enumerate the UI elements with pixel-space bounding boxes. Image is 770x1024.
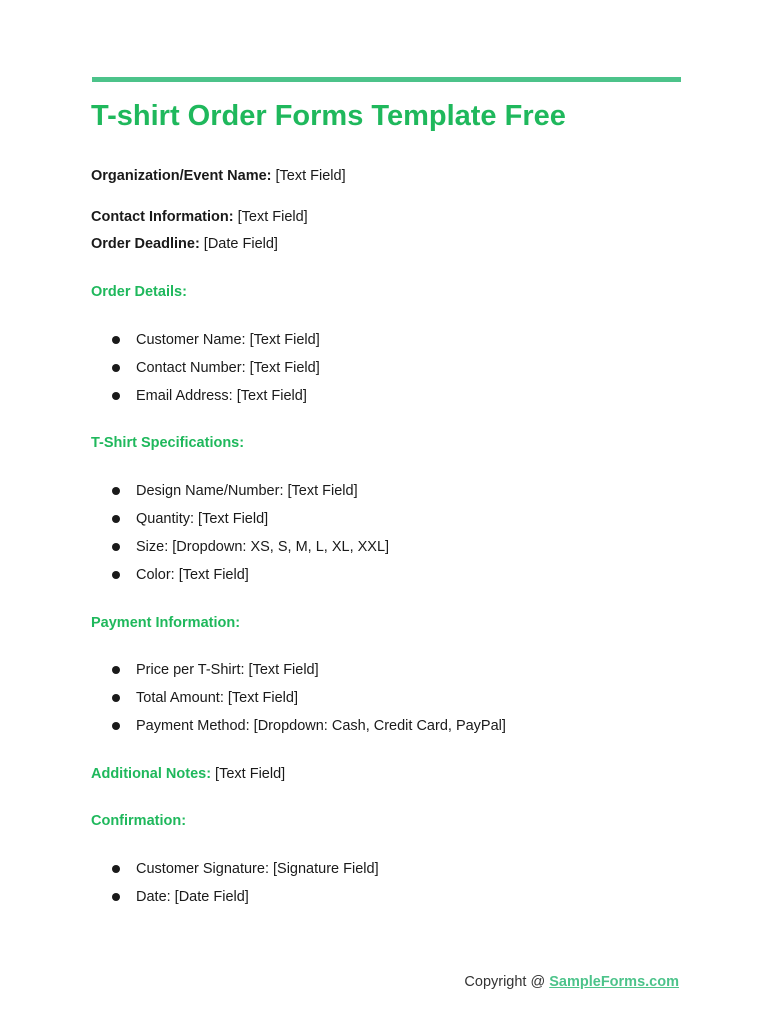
bullet-icon xyxy=(112,694,120,702)
contact-line xyxy=(91,208,308,226)
additional-notes-value: [Text Field] xyxy=(211,766,286,782)
confirmation-heading: Confirmation: xyxy=(91,813,187,829)
bullet-icon xyxy=(112,515,120,523)
list-item-text: Color: [Text Field] xyxy=(136,567,249,583)
tshirt-specs-list xyxy=(110,482,389,594)
bullet-icon xyxy=(112,666,120,674)
list-item xyxy=(110,661,506,689)
payment-heading: Payment Information: xyxy=(91,615,241,631)
contact-value: [Text Field] xyxy=(233,209,308,225)
bullet-icon xyxy=(112,722,120,730)
list-item-text: Date: [Date Field] xyxy=(136,889,249,905)
brand-link[interactable]: SampleForms.com xyxy=(549,974,679,990)
list-item-text: Contact Number: [Text Field] xyxy=(136,360,320,376)
tshirt-specs-heading: T-Shirt Specifications: xyxy=(91,435,245,451)
copyright-prefix: Copyright @ xyxy=(464,974,550,990)
deadline-label: Order Deadline: xyxy=(91,236,200,252)
top-accent-rule xyxy=(92,77,681,82)
list-item-text: Quantity: [Text Field] xyxy=(136,511,269,527)
order-details-heading: Order Details: xyxy=(91,284,187,300)
order-details-list xyxy=(110,331,320,415)
payment-list xyxy=(110,661,506,745)
list-item xyxy=(110,331,320,359)
list-item-text: Customer Name: [Text Field] xyxy=(136,332,320,348)
deadline-value: [Date Field] xyxy=(199,236,278,252)
bullet-icon xyxy=(112,487,120,495)
list-item-text: Total Amount: [Text Field] xyxy=(136,690,298,706)
list-item xyxy=(110,482,389,510)
list-item-text: Customer Signature: [Signature Field] xyxy=(136,861,379,877)
organization-label: Organization/Event Name: xyxy=(91,168,272,184)
bullet-icon xyxy=(112,865,120,873)
list-item xyxy=(110,860,379,888)
organization-line xyxy=(91,167,346,185)
list-item xyxy=(110,510,389,538)
bullet-icon xyxy=(112,543,120,551)
list-item-text: Price per T-Shirt: [Text Field] xyxy=(136,662,319,678)
list-item-text: Design Name/Number: [Text Field] xyxy=(136,483,358,499)
bullet-icon xyxy=(112,364,120,372)
list-item xyxy=(110,689,506,717)
bullet-icon xyxy=(112,893,120,901)
list-item-text: Payment Method: [Dropdown: Cash, Credit Card, PayPal] xyxy=(136,718,506,734)
list-item-text: Size: [Dropdown: XS, S, M, L, XL, XXL] xyxy=(136,539,390,555)
list-item xyxy=(110,566,389,594)
list-item xyxy=(110,538,389,566)
confirmation-list xyxy=(110,860,379,916)
bullet-icon xyxy=(112,571,120,579)
deadline-line xyxy=(91,235,278,253)
bullet-icon xyxy=(112,336,120,344)
list-item xyxy=(110,888,379,916)
list-item xyxy=(110,387,320,415)
list-item xyxy=(110,359,320,387)
organization-value: [Text Field] xyxy=(271,168,346,184)
list-item-text: Email Address: [Text Field] xyxy=(136,388,307,404)
list-item xyxy=(110,717,506,745)
additional-notes-label: Additional Notes: xyxy=(91,766,212,782)
page-title: T-shirt Order Forms Template Free xyxy=(91,100,566,132)
additional-notes-line xyxy=(91,765,285,783)
bullet-icon xyxy=(112,392,120,400)
contact-label: Contact Information: xyxy=(91,209,234,225)
copyright-footer xyxy=(464,973,679,991)
